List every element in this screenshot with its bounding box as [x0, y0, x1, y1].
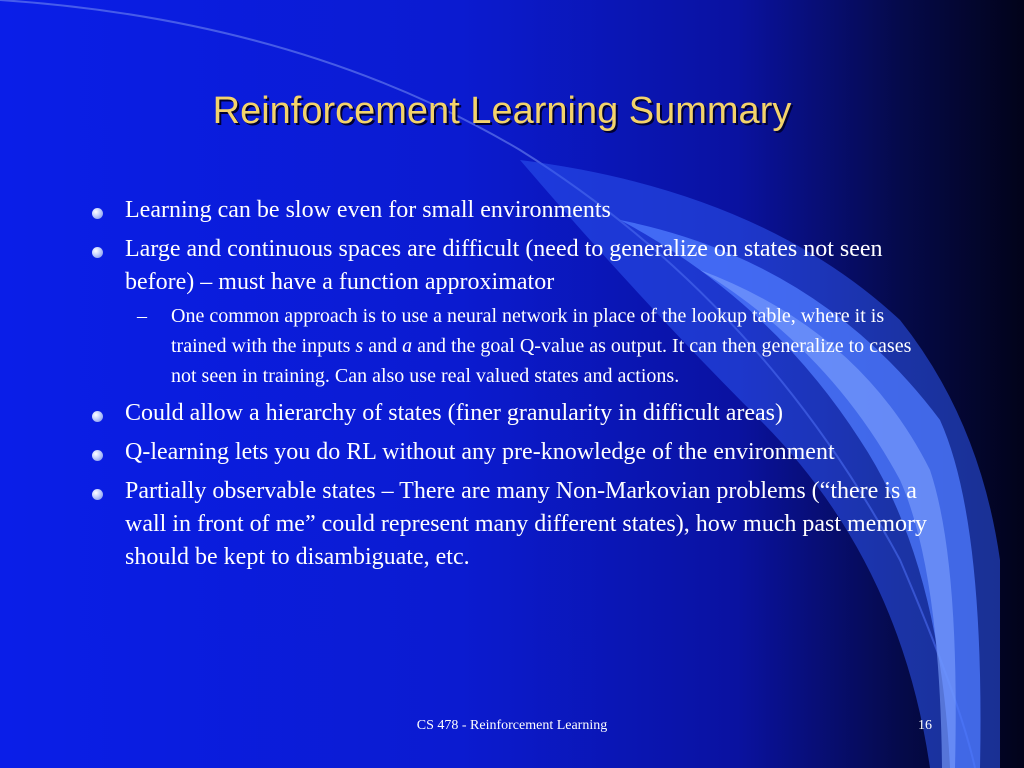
bullet-icon — [92, 450, 103, 461]
bullet-text: Large and continuous spaces are difficult (need to generalize on states not seen before) – must have a function approximator — [125, 236, 883, 295]
bullet-item — [88, 475, 938, 574]
dash-icon: – — [137, 305, 147, 327]
footer-course: CS 478 - Reinforcement Learning — [416, 718, 608, 733]
sub-bullet-text-3: and the goal Q-value as output. It can then generalize to cases not seen in training. Can also use real valued states and actions. — [171, 335, 912, 387]
sub-bullet-text-1: One common approach is to use a neural network in place of the lookup table, where it is trained with the inputs — [171, 305, 885, 357]
bullet-text: Could allow a hierarchy of states (finer granularity in difficult areas) — [125, 400, 783, 426]
sub-bullet-var-s: s — [355, 335, 364, 357]
slide-title: Reinforcement Learning Summary — [212, 90, 792, 132]
bullet-text: Partially observable states – There are many Non-Markovian problems (“there is a wall in front of me” could represent many different states), how much past memory should be kept to disambiguate, etc. — [125, 478, 927, 570]
bullet-icon — [92, 411, 103, 422]
sub-bullet-var-a: a — [402, 335, 413, 357]
bullet-item — [88, 397, 938, 430]
bullet-icon — [92, 489, 103, 500]
bullet-item — [88, 233, 938, 391]
sub-bullet-item — [125, 301, 938, 391]
sub-bullet-list — [125, 301, 938, 391]
bullet-text: Learning can be slow even for small environments — [125, 197, 611, 223]
bullet-icon — [92, 247, 103, 258]
bullet-icon — [92, 208, 103, 219]
bullet-item — [88, 194, 938, 227]
bullet-text: Q-learning lets you do RL without any pre-knowledge of the environment — [125, 439, 835, 465]
bullet-item — [88, 436, 938, 469]
page-number: 16 — [918, 718, 932, 733]
bullet-list — [88, 194, 938, 580]
sub-bullet-text-2: and — [363, 335, 403, 357]
